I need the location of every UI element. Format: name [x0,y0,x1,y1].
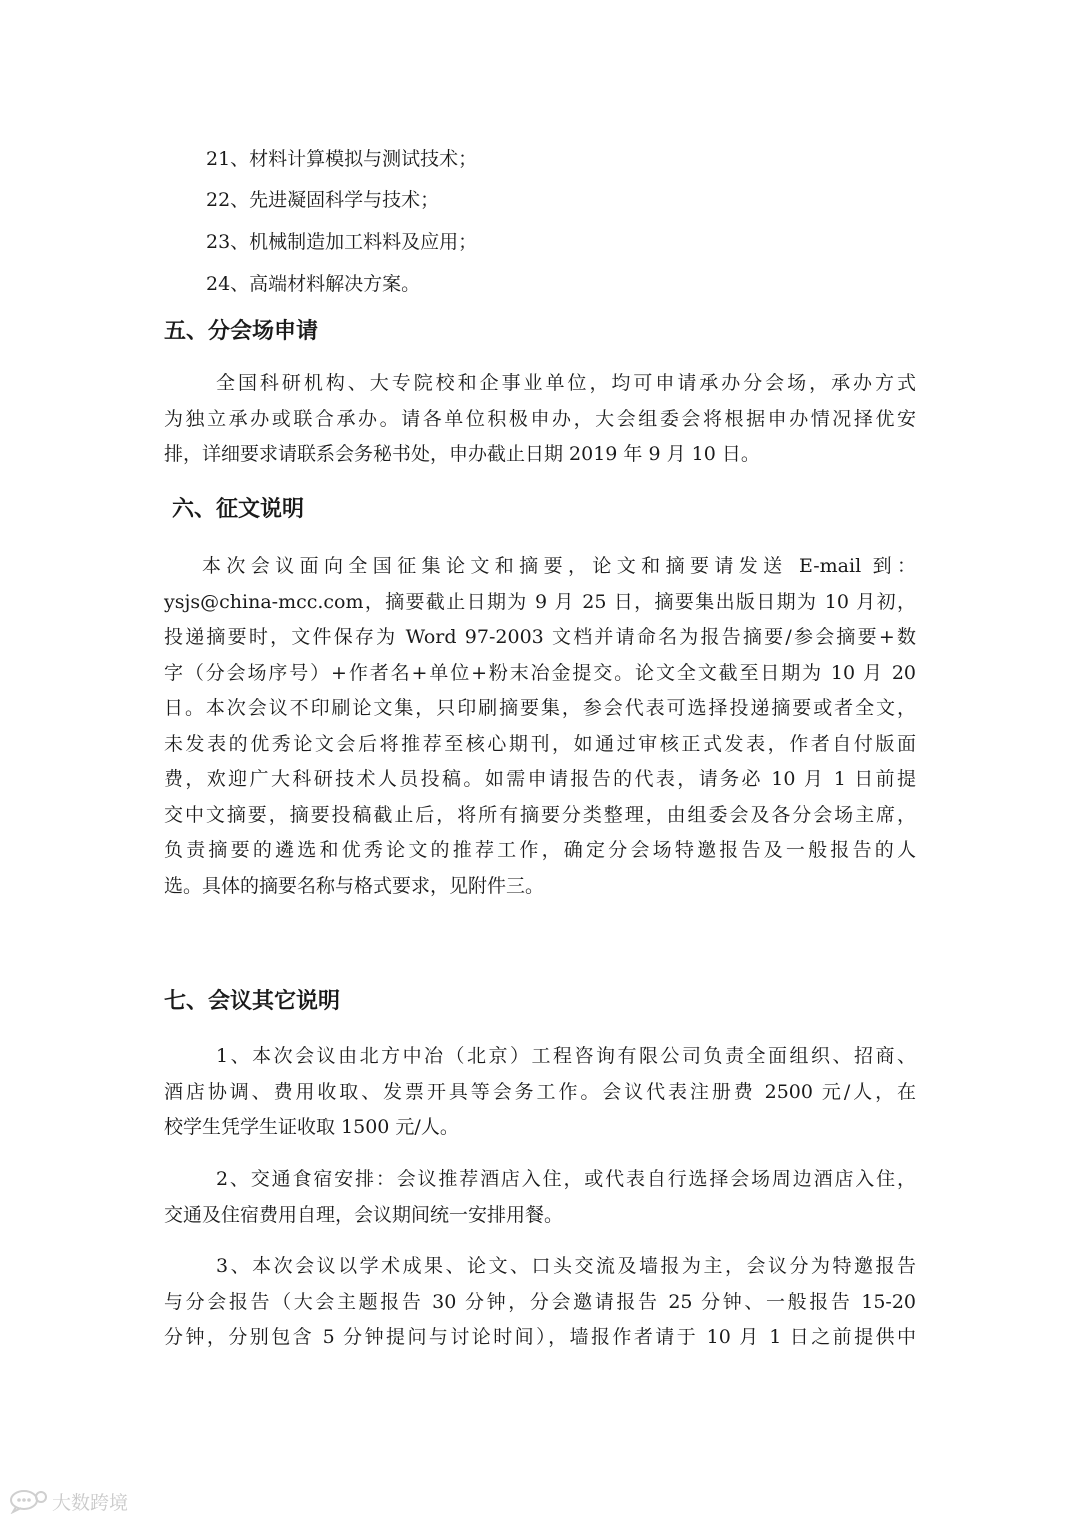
paragraph-line: 1、本次会议由北方中冶（北京）工程咨询有限公司负责全面组织、招商、 [216,1045,916,1067]
paragraph-line: 本次会议面向全国征集论文和摘要，论文和摘要请发送 E-mail 到： [202,555,916,577]
list-item: 24、高端材料解决方案。 [206,273,421,295]
paragraph-line: 3、本次会议以学术成果、论文、口头交流及墙报为主，会议分为特邀报告 [216,1255,916,1277]
paragraph-line: 选。具体的摘要名称与格式要求，见附件三。 [164,874,545,897]
paragraph-line: 费，欢迎广大科研技术人员投稿。如需申请报告的代表，请务必 10 月 1 日前提 [164,768,916,790]
paragraph-line: 字（分会场序号）+作者名+单位+粉末冶金提交。论文全文截至日期为 10 月 20 [164,661,916,684]
paragraph-line: 日。本次会议不印刷论文集，只印刷摘要集，参会代表可选择投递摘要或者全文， [164,697,916,719]
section-5-paragraph [164,366,916,473]
section-7-item-1 [164,1039,916,1146]
section-heading-6: 六、征文说明 [172,497,305,522]
section-heading-7: 七、会议其它说明 [164,989,341,1014]
list-item: 23、机械制造加工料料及应用； [206,231,478,253]
paragraph-line: 排，详细要求请联系会务秘书处，申办截止日期 2019 年 9 月 10 日。 [164,443,760,465]
section-7-item-2 [164,1162,916,1233]
paragraph-line: 全国科研机构、大专院校和企事业单位，均可申请承办分会场，承办方式 [216,372,916,394]
watermark [8,1487,128,1515]
paragraph-line: 校学生凭学生证收取 1500 元/人。 [164,1116,459,1138]
paragraph-line: 分钟，分别包含 5 分钟提问与讨论时间），墙报作者请于 10 月 1 日之前提供中 [164,1326,916,1348]
list-item: 22、先进凝固科学与技术； [206,189,440,211]
paragraph-line: 交通及住宿费用自理，会议期间统一安排用餐。 [164,1203,564,1226]
paragraph-line: 负责摘要的遴选和优秀论文的推荐工作，确定分会场特邀报告及一般报告的人 [164,839,916,861]
paragraph-line: 投递摘要时，文件保存为 Word 97-2003 文档并请命名为报告摘要/参会摘要+数 [164,626,916,648]
paragraph-line: 2、交通食宿安排：会议推荐酒店入住，或代表自行选择会场周边酒店入住， [216,1168,916,1190]
paragraph-line: 交中文摘要，摘要投稿截止后，将所有摘要分类整理，由组委会及各分会场主席， [164,803,916,826]
chat-bubble-icon [8,1488,48,1514]
paragraph-line: 与分会报告（大会主题报告 30 分钟，分会邀请报告 25 分钟、一般报告 15-20 [164,1290,916,1313]
list-item: 21、材料计算模拟与测试技术； [206,148,478,170]
section-heading-5: 五、分会场申请 [164,319,319,344]
paragraph-line: 酒店协调、费用收取、发票开具等会务工作。会议代表注册费 2500 元/人，在 [164,1080,916,1103]
paragraph-line: 为独立承办或联合承办。请各单位积极申办，大会组委会将根据申办情况择优安 [164,407,916,430]
section-6-paragraph [164,549,916,904]
paragraph-line: ysjs@china-mcc.com，摘要截止日期为 9 月 25 日，摘要集出版日期为 10 月初， [164,590,916,613]
paragraph-line: 未发表的优秀论文会后将推荐至核心期刊，如通过审核正式发表，作者自付版面 [164,732,916,755]
watermark-text: 大数跨境 [52,1491,129,1514]
section-7-item-3 [164,1249,916,1356]
